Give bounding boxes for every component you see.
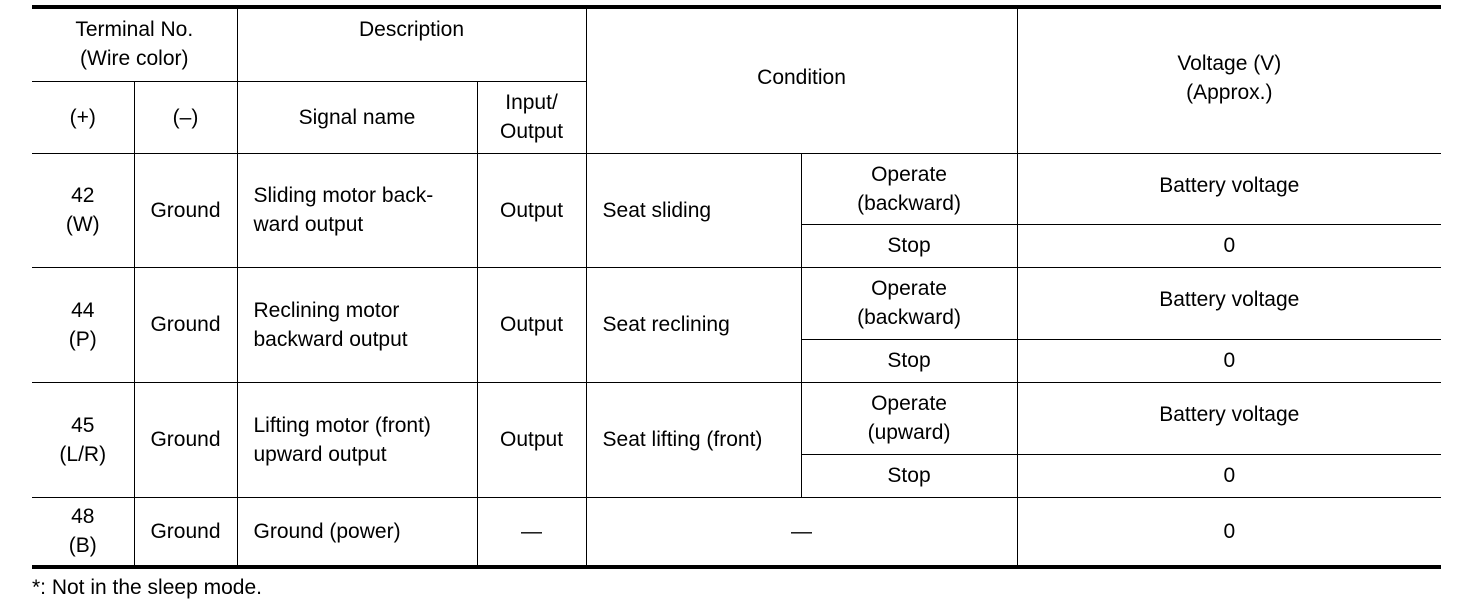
header-minus: (–) <box>134 81 237 153</box>
terminal-cell <box>32 267 134 382</box>
signal-name-cell: Ground (power) <box>237 497 477 567</box>
terminal-number: 44 <box>71 298 95 322</box>
header-terminal-no-line2: (Wire color) <box>80 47 189 70</box>
ground-cell: Ground <box>134 382 237 497</box>
op-state-line1: Operate <box>871 277 947 300</box>
op-state-line1: Operate <box>871 392 947 415</box>
header-io-line1: Input/ <box>505 91 558 114</box>
condition-cell: — <box>586 497 1017 567</box>
operate-state-cell <box>801 267 1017 339</box>
signal-line2: backward output <box>253 327 408 351</box>
io-cell: Output <box>477 267 586 382</box>
signal-name-cell <box>237 382 477 497</box>
signal-name-cell <box>237 267 477 382</box>
signal-line2: ward output <box>253 213 364 236</box>
operate-state-cell <box>801 153 1017 224</box>
terminal-number: 42 <box>71 184 95 207</box>
signal-line2: upward output <box>253 442 387 466</box>
op-state-line2: (backward) <box>857 306 961 329</box>
signal-line1: Sliding motor back- <box>253 184 434 207</box>
header-voltage <box>1017 7 1441 153</box>
header-voltage-line2: (Approx.) <box>1186 81 1273 104</box>
operate-voltage-cell: Battery voltage <box>1017 153 1441 224</box>
io-cell: — <box>477 497 586 567</box>
signal-line1: Lifting motor (front) <box>253 413 431 437</box>
condition-cell: Seat lifting (front) <box>586 382 801 497</box>
stop-voltage-cell: 0 <box>1017 454 1441 497</box>
operate-state-cell <box>801 382 1017 454</box>
io-cell: Output <box>477 153 586 267</box>
header-terminal-no <box>32 7 237 81</box>
condition-cell: Seat sliding <box>586 153 801 267</box>
op-state-line2: (upward) <box>867 421 951 444</box>
terminal-number: 45 <box>71 413 95 437</box>
stop-state-cell: Stop <box>801 224 1017 267</box>
signal-line1: Reclining motor <box>253 298 400 322</box>
table-row <box>32 267 1441 339</box>
header-description: Description <box>237 7 586 81</box>
stop-state-cell: Stop <box>801 339 1017 382</box>
wire-color: (P) <box>68 327 97 351</box>
terminal-number: 48 <box>71 505 95 529</box>
operate-voltage-cell: Battery voltage <box>1017 382 1441 454</box>
stop-state-cell: Stop <box>801 454 1017 497</box>
terminal-cell <box>32 497 134 567</box>
wire-color: (B) <box>68 534 97 558</box>
table-row <box>32 382 1441 454</box>
op-state-line1: Operate <box>871 162 947 186</box>
ground-cell: Ground <box>134 153 237 267</box>
stop-voltage-cell: 0 <box>1017 224 1441 267</box>
stop-voltage-cell: 0 <box>1017 339 1441 382</box>
terminal-cell <box>32 153 134 267</box>
op-state-line2: (backward) <box>857 191 961 215</box>
header-signal-name: Signal name <box>237 81 477 153</box>
header-input-output <box>477 81 586 153</box>
table-row <box>32 497 1441 567</box>
voltage-cell: 0 <box>1017 497 1441 567</box>
table-row <box>32 153 1441 224</box>
header-terminal-no-line1: Terminal No. <box>75 18 194 41</box>
signal-name-cell <box>237 153 477 267</box>
header-plus: (+) <box>32 81 134 153</box>
io-cell: Output <box>477 382 586 497</box>
wire-color: (L/R) <box>59 442 107 466</box>
ground-cell: Ground <box>134 497 237 567</box>
header-io-line2: Output <box>499 120 564 143</box>
wire-color: (W) <box>65 213 100 236</box>
header-row-1 <box>32 7 1441 81</box>
terminal-cell <box>32 382 134 497</box>
ground-cell: Ground <box>134 267 237 382</box>
operate-voltage-cell: Battery voltage <box>1017 267 1441 339</box>
footnote: *: Not in the sleep mode. <box>32 576 262 599</box>
condition-cell: Seat reclining <box>586 267 801 382</box>
terminal-spec-table <box>32 5 1441 569</box>
header-condition: Condition <box>586 7 1017 153</box>
header-voltage-line1: Voltage (V) <box>1177 52 1282 75</box>
